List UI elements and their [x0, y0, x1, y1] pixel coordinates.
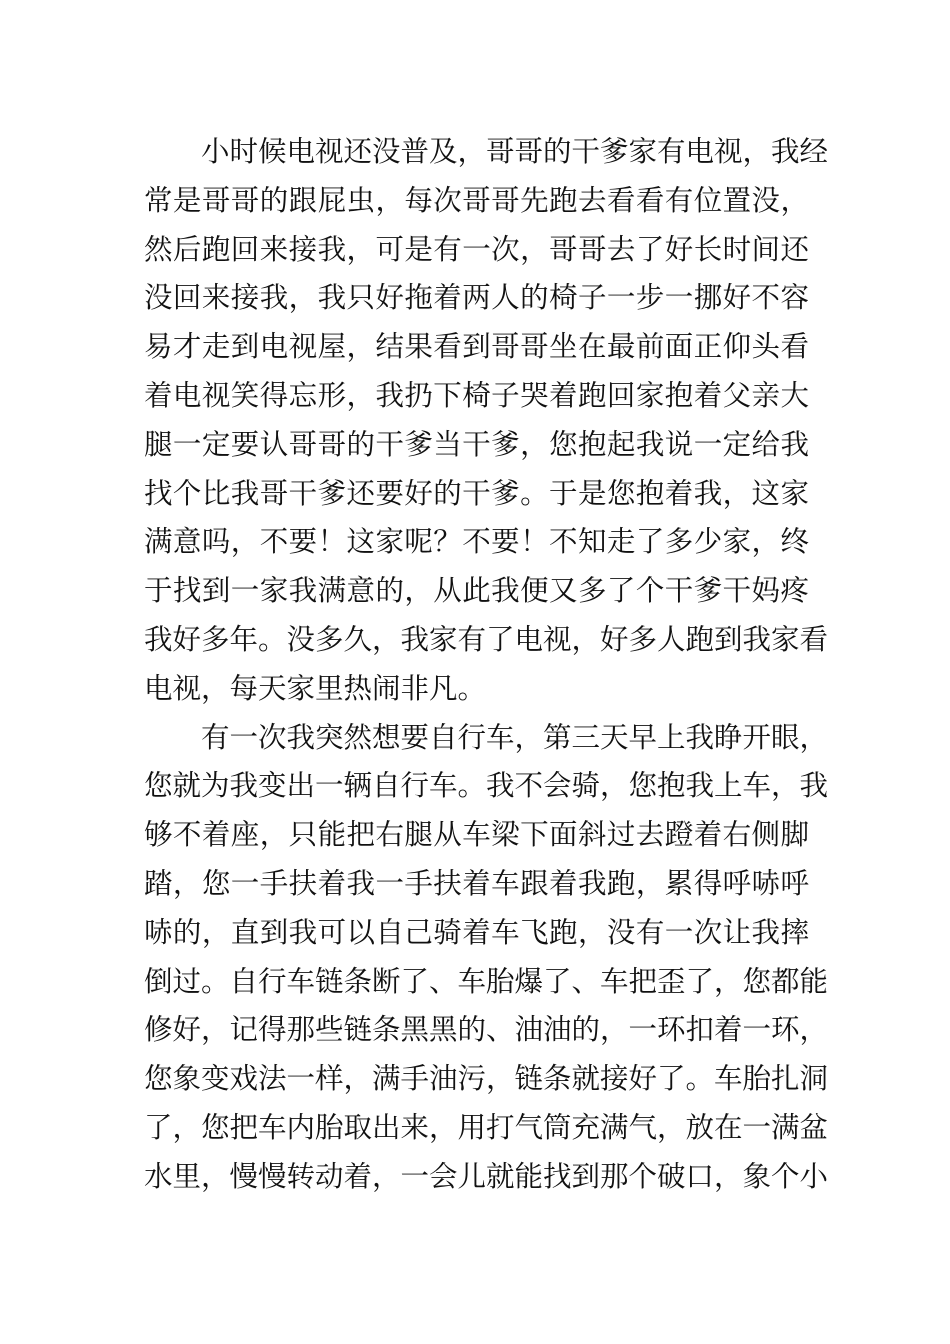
text-line: 踏，您一手扶着我一手扶着车跟着我跑，累得呼哧呼	[144, 866, 809, 900]
text-line: 易才走到电视屋，结果看到哥哥坐在最前面正仰头看	[144, 330, 809, 364]
text-line: 找个比我哥干爹还要好的干爹。于是您抱着我，这家	[144, 476, 809, 510]
text-line: 着电视笑得忘形，我扔下椅子哭着跑回家抱着父亲大	[144, 378, 809, 412]
text-line: 哧的，直到我可以自己骑着车飞跑，没有一次让我摔	[144, 915, 809, 949]
text-line: 电视，每天家里热闹非凡。	[144, 671, 487, 705]
paragraph-1	[144, 128, 829, 714]
text-line: 没回来接我，我只好拖着两人的椅子一步一挪好不容	[144, 281, 809, 315]
text-line: 水里，慢慢转动着，一会儿就能找到那个破口，象个小	[144, 1159, 829, 1193]
text-line: 您象变戏法一样，满手油污，链条就接好了。车胎扎洞	[144, 1062, 829, 1096]
text-line: 常是哥哥的跟屁虫，每次哥哥先跑去看看有位置没，	[144, 183, 809, 217]
text-line: 于找到一家我满意的，从此我便又多了个干爹干妈疼	[144, 574, 809, 608]
body-text	[144, 128, 829, 1202]
text-line: 我好多年。没多久，我家有了电视，好多人跑到我家看	[144, 622, 829, 656]
text-line: 腿一定要认哥哥的干爹当干爹，您抱起我说一定给我	[144, 427, 809, 461]
text-line: 修好，记得那些链条黑黑的、油油的，一环扣着一环，	[144, 1013, 829, 1047]
text-line: 有一次我突然想要自行车，第三天早上我睁开眼，	[144, 720, 829, 754]
text-line: 然后跑回来接我，可是有一次，哥哥去了好长时间还	[144, 232, 809, 266]
text-line: 了，您把车内胎取出来，用打气筒充满气，放在一满盆	[144, 1110, 829, 1144]
text-line: 您就为我变出一辆自行车。我不会骑，您抱我上车，我	[144, 769, 829, 803]
paragraph-2	[144, 714, 829, 1202]
text-line: 小时候电视还没普及，哥哥的干爹家有电视，我经	[144, 135, 829, 168]
text-line: 够不着座，只能把右腿从车梁下面斜过去蹬着右侧脚	[144, 818, 809, 852]
text-line: 满意吗，不要！这家呢？不要！不知走了多少家，终	[144, 525, 809, 559]
text-line: 倒过。自行车链条断了、车胎爆了、车把歪了，您都能	[144, 964, 829, 998]
